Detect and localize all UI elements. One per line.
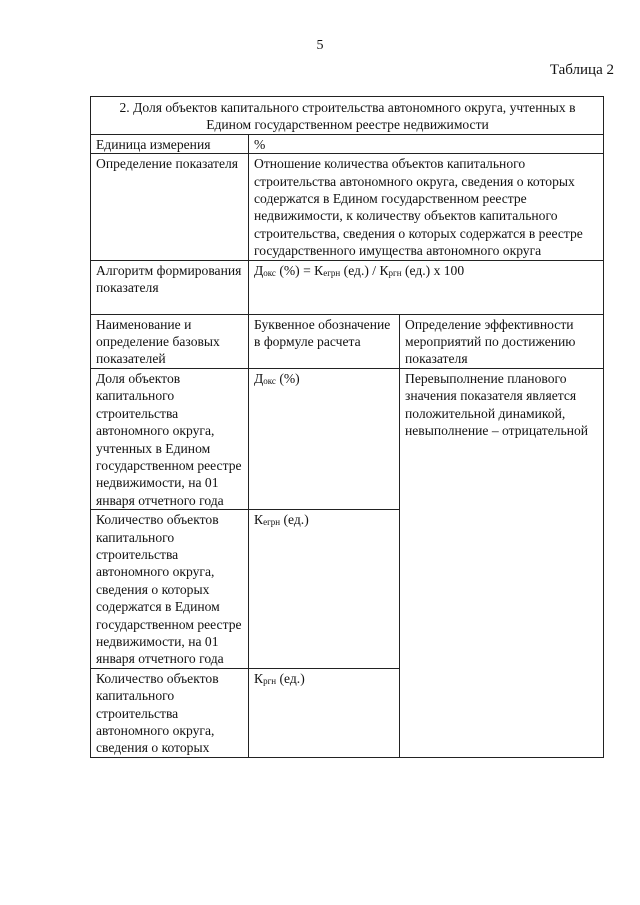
definition-value: Отношение количества объектов капитального строительства автономного округа, сведения о которых содержатся в Едином государственном реестре недвижимости, к количеству объектов капитального строительства, сведения о которых содержатся в реестре государственного имущества автономного округа <box>249 154 604 260</box>
algorithm-formula <box>249 260 604 314</box>
unit-label: Единица измерения <box>91 134 249 153</box>
algorithm-row <box>91 260 604 314</box>
algorithm-label: Алгоритм формирования показателя <box>91 260 249 314</box>
formula-part3: (ед.) х 100 <box>401 262 465 278</box>
base2-symbol <box>249 510 400 669</box>
formula-k1-sub: егрн <box>323 267 341 278</box>
base3-symbol-rest: (ед.) <box>276 670 305 686</box>
base1-symbol-rest: (%) <box>275 370 300 386</box>
base3-name: Количество объектов капитального строительства автономного округа, сведения о которых <box>91 668 249 757</box>
base1-symbol-main: Д <box>254 370 264 386</box>
base1-symbol <box>249 368 400 509</box>
indicator-table <box>90 96 604 758</box>
formula-d-sub: окс <box>263 267 276 278</box>
base2-symbol-rest: (ед.) <box>280 512 309 528</box>
table-label: Таблица 2 <box>549 62 614 78</box>
unit-row <box>91 134 604 153</box>
header-col-name: Наименование и определение базовых показателей <box>91 314 249 368</box>
base-header-row <box>91 314 604 368</box>
base1-name: Доля объектов капитального строительства автономного округа, учтенных в Едином государственном реестре недвижимости, на 01 января отчетного года <box>91 368 249 509</box>
section-title: 2. Доля объектов капитального строительства автономного округа, учтенных в Едином государственном реестре недвижимости <box>91 97 604 135</box>
formula-d: Д <box>254 262 264 278</box>
table-title-row <box>91 97 604 135</box>
page-number: 5 <box>316 38 324 53</box>
definition-row <box>91 154 604 260</box>
unit-value: % <box>249 134 604 153</box>
base1-symbol-sub: окс <box>263 375 276 386</box>
base3-symbol-sub: ргн <box>263 675 277 686</box>
base2-symbol-sub: егрн <box>263 517 281 528</box>
formula-k2-sub: ргн <box>388 267 402 278</box>
header-col-symbol: Буквенное обозначение в формуле расчета <box>249 314 400 368</box>
effectiveness-text: Перевыполнение планового значения показателя является положительной динамикой, невыполнение – отрицательной <box>400 368 604 757</box>
table-row <box>91 368 604 509</box>
definition-label: Определение показателя <box>91 154 249 260</box>
base2-symbol-main: К <box>254 512 264 528</box>
base3-symbol-main: К <box>254 670 264 686</box>
base3-symbol <box>249 668 400 757</box>
formula-part1: (%) = К <box>275 262 324 278</box>
header-col-effectiveness: Определение эффективности мероприятий по достижению показателя <box>400 314 604 368</box>
formula-part2: (ед.) / К <box>340 262 389 278</box>
base2-name: Количество объектов капитального строительства автономного округа, сведения о которых содержатся в Едином государственном реестре недвижимости, на 01 января отчетного года <box>91 510 249 669</box>
